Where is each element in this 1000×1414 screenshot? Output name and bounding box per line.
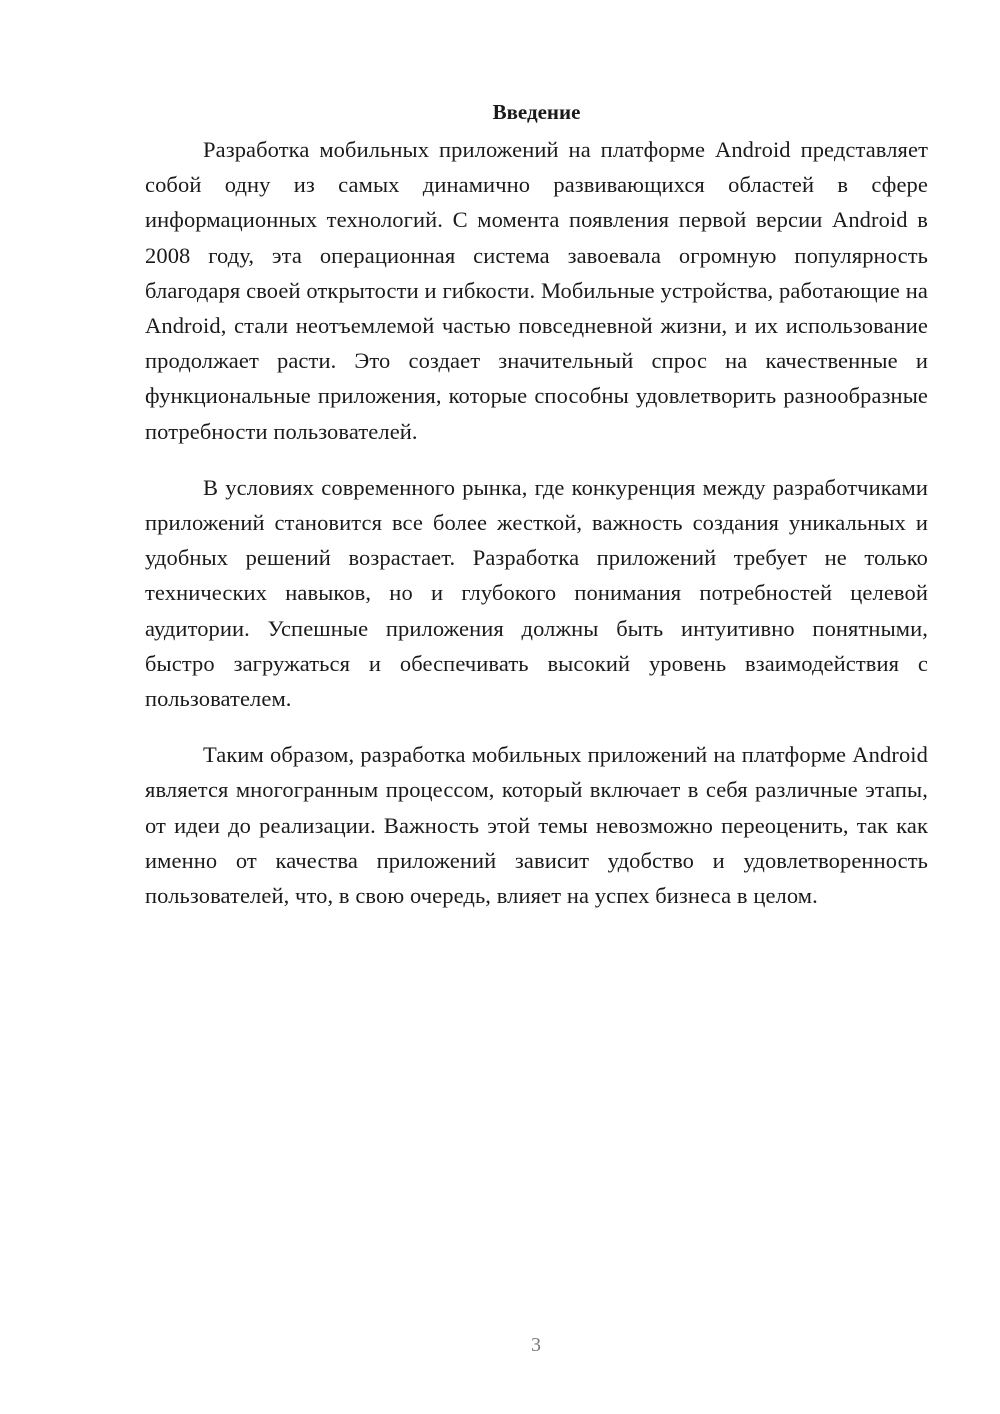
paragraph-1: Разработка мобильных приложений на платформе Android представляет собой одну из самых динамично развивающихся областей в сфере информационных технологий. С момента появления первой версии Android в 2008 году, эта операционная система завоевала огромную популярность благодаря своей открытости и гибкости. Мобильные устройства, работающие на Android, стали неотъемлемой частью повседневной жизни, и их использование продолжает расти. Это создает значительный спрос на качественные и функциональные приложения, которые способны удовлетворить разнообразные потребности пользователей. bbox=[145, 137, 928, 444]
page-number: 3 bbox=[531, 1334, 541, 1356]
paragraph-2: В условиях современного рынка, где конкуренция между разработчиками приложений становится все более жесткой, важность создания уникальных и удобных решений возрастает. Разработка приложений требует не только технических навыков, но и глубокого понимания потребностей целевой аудитории. Успешные приложения должны быть интуитивно понятными, быстро загружаться и обеспечивать высокий уровень взаимодействия с пользователем. bbox=[145, 474, 928, 712]
section-title: Введение bbox=[492, 100, 581, 124]
paragraph-3: Таким образом, разработка мобильных приложений на платформе Android является многогранным процессом, который включает в себя различные этапы, от идеи до реализации. Важность этой темы невозможно переоценить, так как именно от качества приложений зависит удобство и удовлетворенность пользователей, что, в свою очередь, влияет на успех бизнеса в целом. bbox=[145, 742, 928, 909]
page-content bbox=[145, 92, 928, 913]
